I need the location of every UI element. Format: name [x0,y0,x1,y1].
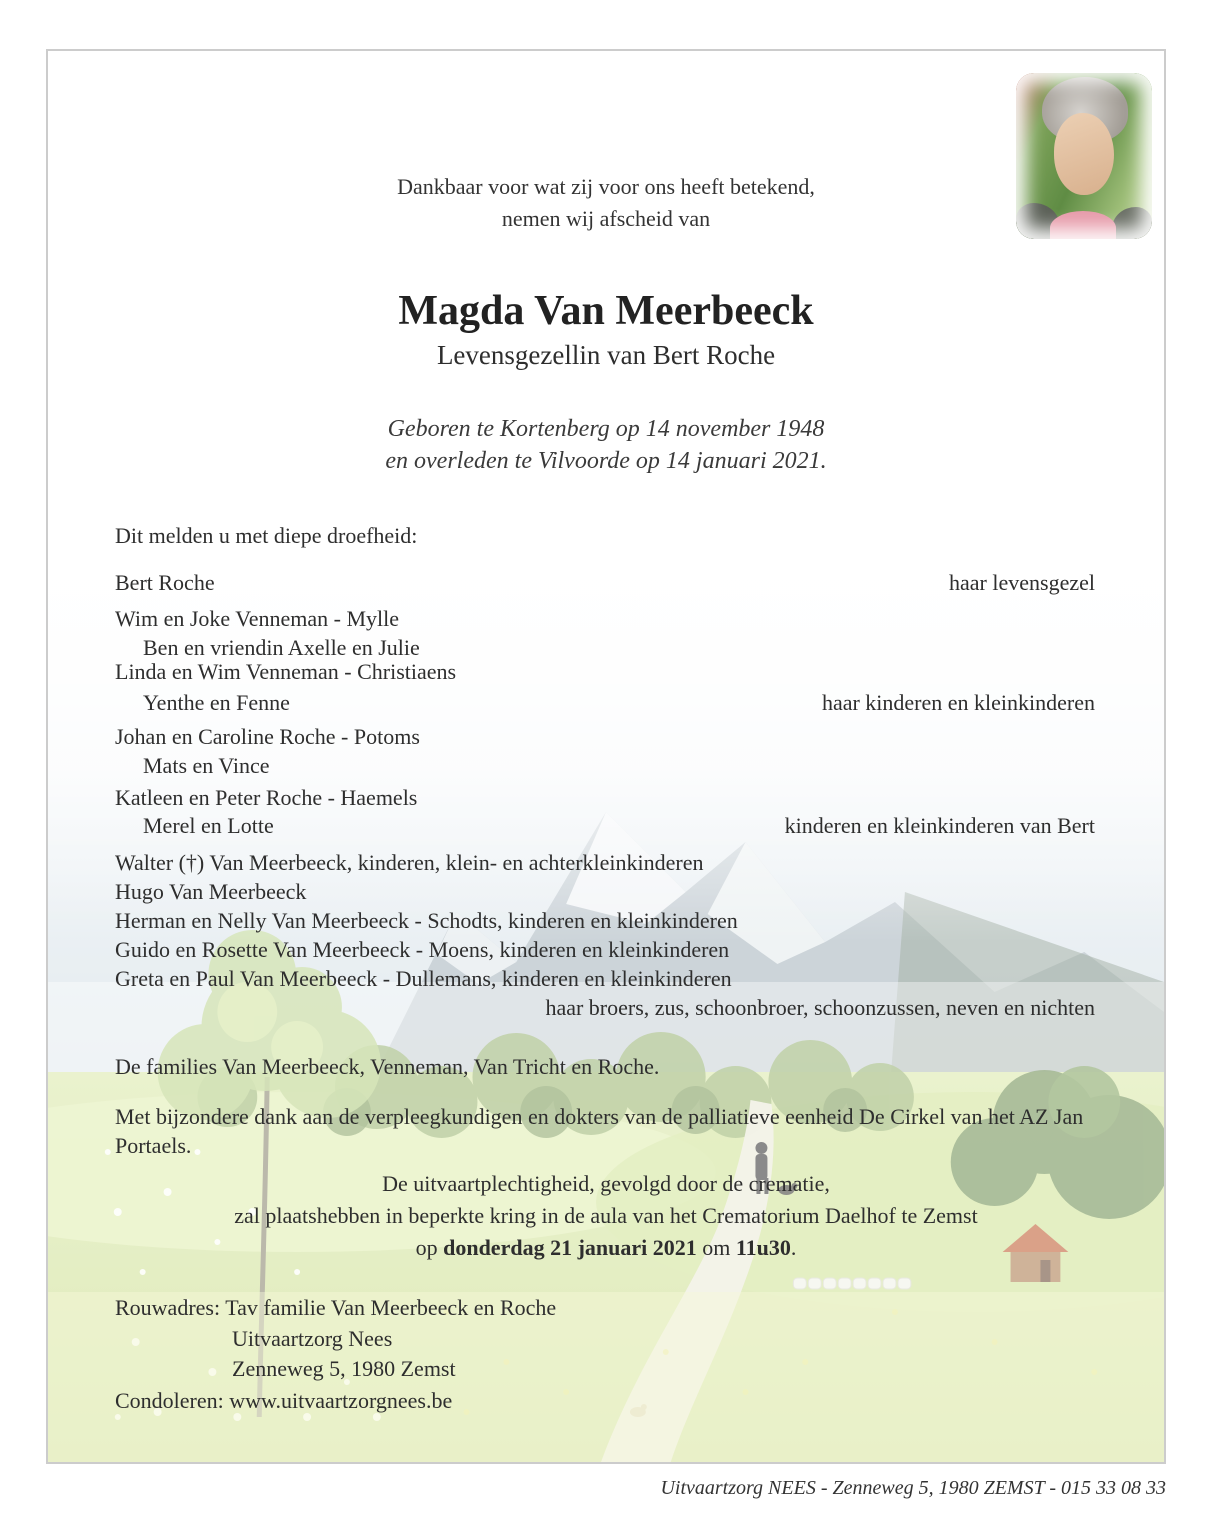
ceremony-line-1: De uitvaartplechtigheid, gevolgd door de crematie, [382,1171,830,1196]
sibling-entry: Walter (†) Van Meerbeeck, kinderen, klein- en achterkleinkinderen [115,850,704,875]
child-entry: Johan en Caroline Roche - Potoms [115,724,420,749]
born-line: Geboren te Kortenberg op 14 november 1948 [387,416,825,442]
ceremony-details [48,1168,1164,1264]
grandchild-entry: Merel en Lotte [143,813,274,838]
intro-line-1: Dankbaar voor wat zij voor ons heeft betekend, [397,174,815,199]
grandchild-entry: Mats en Vince [143,753,270,778]
sibling-entry: Guido en Rosette Van Meerbeeck - Moens, kinderen en kleinkinderen [115,937,730,962]
bert-children-label: kinderen en kleinkinderen van Bert [784,813,1095,838]
ceremony-time: 11u30 [735,1235,791,1260]
deceased-relation: Levensgezellin van Bert Roche [436,340,776,370]
siblings-label: haar broers, zus, schoonbroer, schoonzussen, neven en nichten [545,995,1095,1020]
footer-imprint: Uitvaartzorg NEES - Zenneweg 5, 1980 ZEMST - 015 33 08 33 [660,1477,1166,1499]
deceased-name: Magda Van Meerbeeck [398,288,814,334]
intro-text [48,171,1164,235]
intro-line-2: nemen wij afscheid van [501,206,711,231]
partner-name: Bert Roche [115,570,215,595]
condolences-line: Condoleren: www.uitvaartzorgnees.be [115,1388,453,1413]
funeral-home-name: Uitvaartzorg Nees [232,1326,393,1351]
sibling-entry: Herman en Nelly Van Meerbeeck - Schodts, kinderen en kleinkinderen [115,908,738,933]
birth-death-dates [48,413,1164,477]
families-line: De families Van Meerbeeck, Venneman, Van Tricht en Roche. [115,1054,660,1079]
ceremony-line-2: zal plaatshebben in beperkte kring in de aula van het Crematorium Daelhof te Zemst [234,1203,978,1228]
mourning-address: Rouwadres: Tav familie Van Meerbeeck en Roche [115,1295,557,1320]
sibling-entry: Hugo Van Meerbeeck [115,879,307,904]
sibling-entry: Greta en Paul Van Meerbeeck - Dullemans, kinderen en kleinkinderen [115,966,732,991]
children-label: haar kinderen en kleinkinderen [821,690,1095,715]
partner-label: haar levensgezel [949,570,1095,595]
thanks-paragraph: Met bijzondere dank aan de verpleegkundigen en dokters van de palliatieve eenheid De Cirkel van het AZ Jan Portaels. [115,1104,1084,1158]
ceremony-line-3: op donderdag 21 januari 2021 om 11u30. [415,1235,797,1260]
died-line: en overleden te Vilvoorde op 14 januari 2021. [385,448,827,474]
memorial-card [46,49,1166,1464]
child-entry: Katleen en Peter Roche - Haemels [115,785,418,810]
ceremony-date: donderdag 21 januari 2021 [443,1235,697,1260]
grandchild-entry: Yenthe en Fenne [143,690,290,715]
funeral-home-street: Zenneweg 5, 1980 Zemst [232,1356,456,1381]
child-entry: Wim en Joke Venneman - Mylle [115,606,400,631]
grandchild-entry: Ben en vriendin Axelle en Julie [143,635,420,660]
card-content [48,51,1164,1462]
child-entry: Linda en Wim Venneman - Christiaens [115,659,457,684]
announcement-line: Dit melden u met diepe droefheid: [115,523,418,548]
